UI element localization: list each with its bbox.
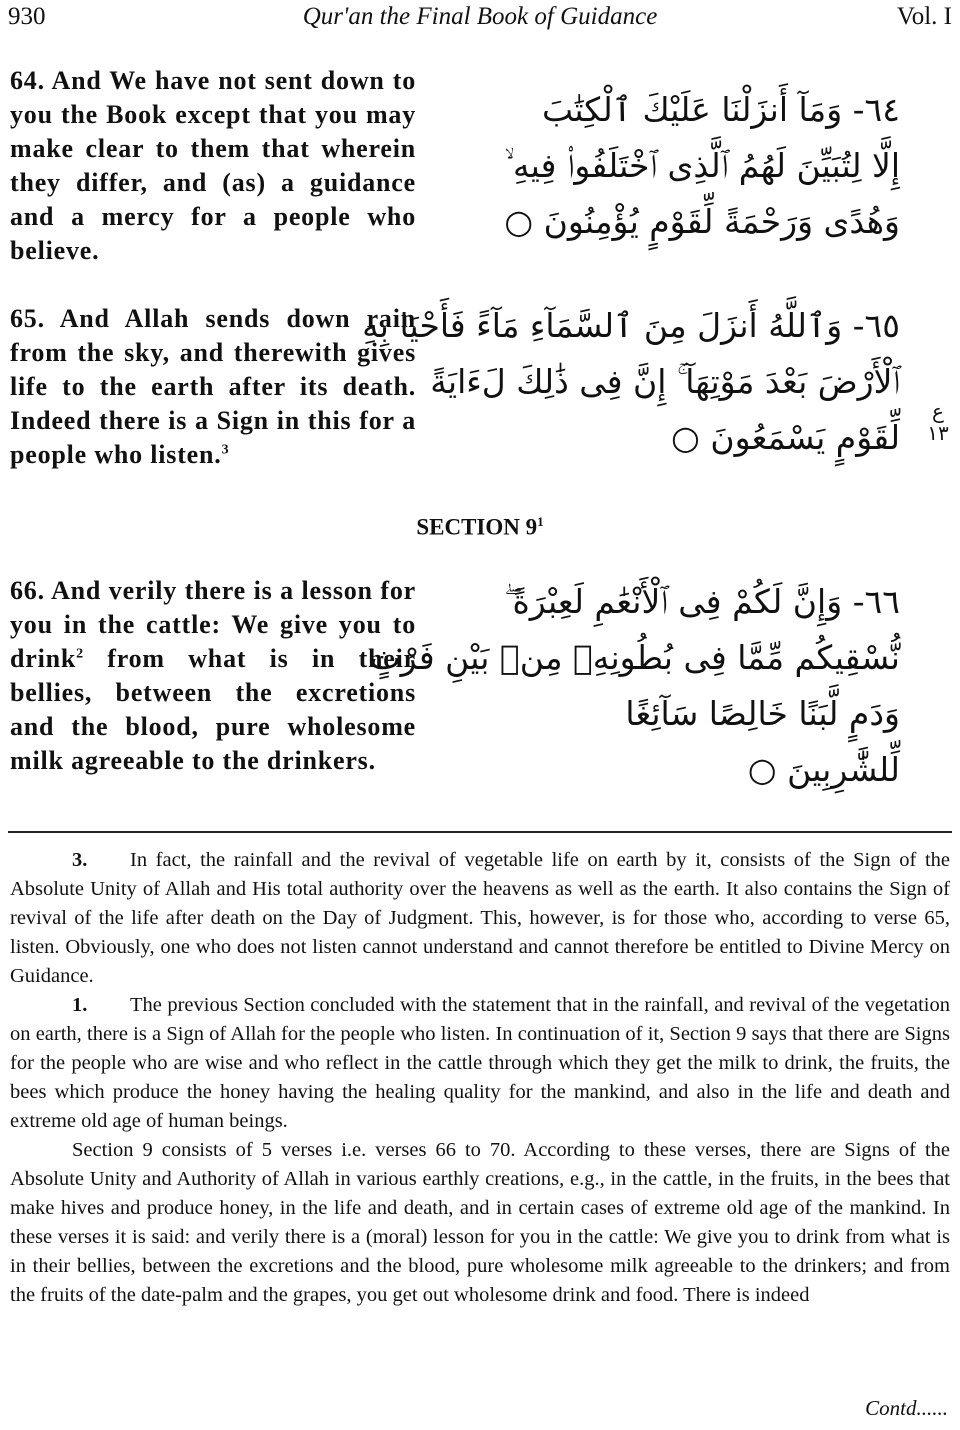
footnote-ref: 1 (537, 514, 544, 529)
arabic-line: إِلَّا لِتُبَيِّنَ لَهُمُ ٱلَّذِى ٱخْتَلَفُوا۟ فِيهِ ۙ (504, 146, 900, 185)
section-heading (0, 506, 960, 544)
arabic-line: وَدَمٍ لَّبَنًا خَالِصًا سَآئِغًا (625, 694, 900, 733)
verse-65-translation (10, 302, 416, 472)
arabic-line: وَهُدًى وَرَحْمَةً لِّقَوْمٍ يُؤْمِنُونَ ○ (504, 202, 900, 241)
verse-65-text: 65. And Allah sends down rain from the sky, and therewith gives life to the earth after its death. Indeed there is a Sign in this for a people who listen. (10, 304, 416, 469)
ruku-mark (926, 400, 950, 444)
arabic-line: ٦٤- وَمَآ أَنزَلْنَا عَلَيْكَ ٱلْكِتَٰبَ (542, 90, 900, 129)
footnote-number: 1. (72, 994, 88, 1016)
arabic-line: لِّلشَّٰرِبِينَ ○ (747, 750, 900, 789)
arabic-line: لِّقَوْمٍ يَسْمَعُونَ ○ (671, 418, 900, 457)
section-label: SECTION 9 (416, 514, 538, 540)
ruku-number: ١٣ (927, 421, 949, 445)
footnote-1 (10, 991, 950, 1136)
book-title: Qur'an the Final Book of Guidance (302, 3, 658, 30)
footnote-text: The previous Section concluded with the statement that in the rainfall, and revival of the vegetation on earth, there is a Sign of Allah for the people who listen. In continuation of it, Section 9 says that there are Signs for the people who are wise and who reflect in the cattle through which they get the milk to drink, the fruits, the bees which produce the honey having the healing quality for the mankind, and also in the life and death and extreme old age of human beings. (10, 994, 950, 1132)
footnote-ref: 2 (76, 646, 84, 662)
verse-66-text-start: 66. And verily there is a lesson for you in the cattle: We give you to drink (10, 576, 416, 673)
verse-64-arabic (480, 82, 900, 250)
running-head (8, 0, 952, 36)
verse-64-text: 64. And We have not sent down to you the Book except that you may make clear to them that wherein they differ, and (as) a guidance and a mercy for a people who believe. (10, 66, 416, 265)
verse-64-translation (10, 64, 416, 268)
volume-label: Vol. I (896, 3, 952, 30)
footnote-divider (8, 831, 952, 833)
arabic-line: نُّسْقِيكُم مِّمَّا فِى بُطُونِهِۦ مِنۢ بَيْنِ فَرْثٍ (369, 638, 900, 677)
verse-66-translation (10, 574, 416, 778)
commentary-text: Section 9 consists of 5 verses i.e. verses 66 to 70. According to these verses, there are Signs of the Absolute Unity and Authority of Allah in various earthly creations, e.g., in the cattle, in the fruits, in the bees that make hives and produce honey, in the life and death, and in certain cases of extreme old age of the mankind. In these verses it is said: and verily there is a (moral) lesson for you in the cattle: We give you to drink from what is in their bellies, between the excretions and the blood, pure wholesome milk agreeable to the drinkers; and from the fruits of the date-palm and the grapes, you get out wholesome drink and food. There is indeed (10, 1139, 950, 1306)
continued-note: Contd...... (865, 1396, 948, 1420)
arabic-line: ٦٥- وَٱللَّهُ أَنزَلَ مِنَ ٱلسَّمَآءِ مَآءً فَأَحْيَا بِهِ (362, 306, 900, 345)
verse-66-text-end: from what is in their bellies, between the excretions and the blood, pure wholesome milk agreeable to the drinkers. (10, 644, 416, 775)
ruku-letter: ع (932, 399, 944, 423)
footnote-3 (10, 846, 950, 991)
page-number: 930 (8, 3, 46, 30)
arabic-line: ٦٦- وَإِنَّ لَكُمْ فِى ٱلْأَنْعَٰمِ لَعِبْرَةً ۖ (504, 582, 900, 621)
footnote-number: 3. (72, 849, 88, 871)
verse-66-arabic (369, 574, 900, 798)
footnote-text: In fact, the rainfall and the revival of vegetable life on earth by it, consists of the Sign of the Absolute Unity of Allah and His total authority over the heavens as well as the earth. It also contains the Sign of revival of the life after death on the Day of Judgment. This, however, is for those who, according to verse 65, listen. Obviously, one who does not listen cannot understand and cannot therefore be entitled to Divine Mercy on Guidance. (10, 849, 950, 987)
footnotes (10, 846, 950, 1310)
commentary-paragraph (10, 1136, 950, 1310)
verse-65-arabic (362, 298, 900, 466)
footnote-ref: 3 (221, 442, 230, 458)
arabic-line: ٱلْأَرْضَ بَعْدَ مَوْتِهَآ ۚ إِنَّ فِى ذَٰلِكَ لَءَايَةً (430, 362, 900, 401)
